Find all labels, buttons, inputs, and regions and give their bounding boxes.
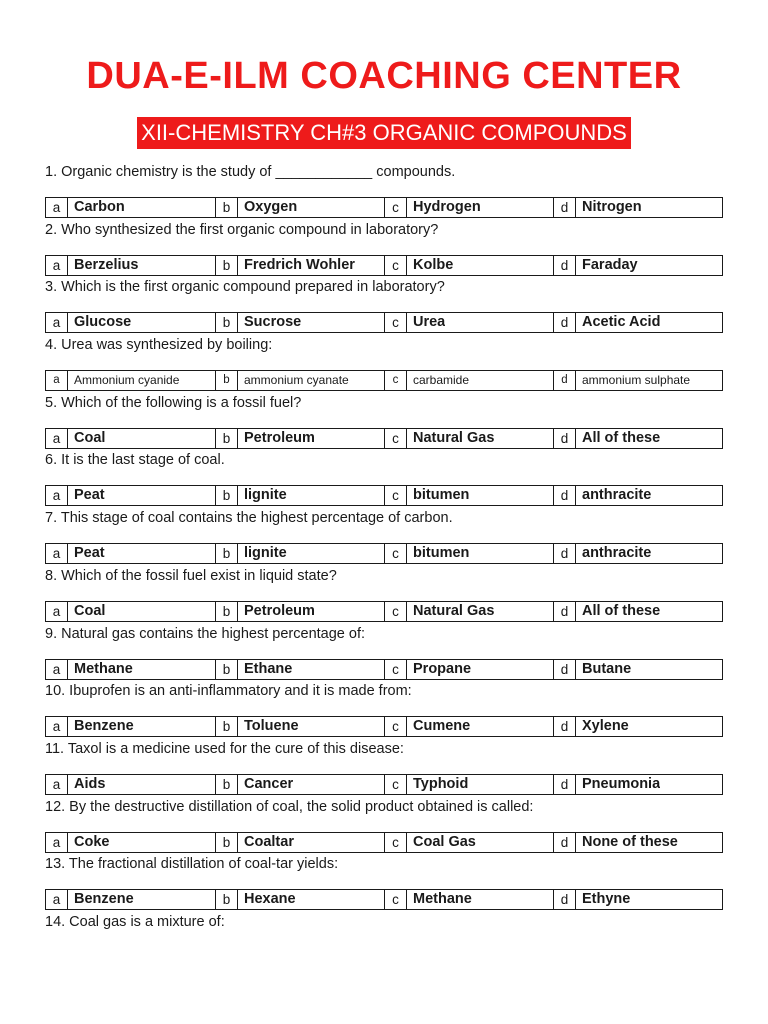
option-text: Glucose bbox=[74, 314, 132, 331]
option-text: Aids bbox=[74, 775, 106, 792]
option-letter: c bbox=[385, 371, 407, 390]
option-b[interactable] bbox=[215, 486, 384, 505]
option-text: Kolbe bbox=[413, 256, 454, 273]
option-letter: d bbox=[554, 775, 576, 794]
question-item bbox=[45, 680, 725, 738]
option-text: anthracite bbox=[582, 487, 652, 504]
options-row bbox=[45, 659, 723, 680]
option-b[interactable] bbox=[215, 313, 384, 332]
option-letter: a bbox=[46, 429, 68, 448]
option-letter: c bbox=[385, 544, 407, 563]
option-text: Nitrogen bbox=[582, 199, 642, 215]
option-d[interactable] bbox=[553, 544, 722, 563]
option-text: Cancer bbox=[244, 775, 294, 792]
option-c[interactable] bbox=[384, 890, 553, 909]
option-a[interactable] bbox=[46, 429, 215, 448]
options-row bbox=[45, 716, 723, 737]
option-a[interactable] bbox=[46, 371, 215, 390]
option-text: Ammonium cyanide bbox=[74, 373, 180, 388]
option-letter: a bbox=[46, 486, 68, 505]
option-d[interactable] bbox=[553, 256, 722, 275]
option-letter: c bbox=[385, 256, 407, 275]
options-row bbox=[45, 312, 723, 333]
options-row bbox=[45, 889, 723, 910]
option-letter: b bbox=[216, 198, 238, 217]
option-d[interactable] bbox=[553, 313, 722, 332]
question-text: 3. Which is the first organic compound prepared in laboratory? bbox=[45, 279, 445, 296]
option-a[interactable] bbox=[46, 486, 215, 505]
option-d[interactable] bbox=[553, 660, 722, 679]
option-letter: c bbox=[385, 313, 407, 332]
option-text: Ethyne bbox=[582, 891, 631, 908]
option-letter: c bbox=[385, 486, 407, 505]
option-a[interactable] bbox=[46, 602, 215, 621]
option-text: bitumen bbox=[413, 487, 470, 504]
option-text: Coke bbox=[74, 833, 110, 850]
question-text: 10. Ibuprofen is an anti-inflammatory and it is made from: bbox=[45, 683, 412, 700]
option-letter: a bbox=[46, 890, 68, 909]
option-letter: d bbox=[554, 256, 576, 275]
option-text: Coal bbox=[74, 429, 106, 446]
option-text: None of these bbox=[582, 833, 678, 850]
option-b[interactable] bbox=[215, 544, 384, 563]
option-text: All of these bbox=[582, 429, 661, 446]
option-text: All of these bbox=[582, 602, 661, 619]
option-b[interactable] bbox=[215, 775, 384, 794]
option-text: Benzene bbox=[74, 718, 134, 735]
options-row bbox=[45, 197, 723, 218]
option-text: Coal Gas bbox=[413, 833, 476, 850]
option-letter: c bbox=[385, 890, 407, 909]
options-row bbox=[45, 832, 723, 853]
option-text: Acetic Acid bbox=[582, 314, 661, 331]
option-c[interactable] bbox=[384, 660, 553, 679]
option-c[interactable] bbox=[384, 486, 553, 505]
option-letter: c bbox=[385, 429, 407, 448]
option-b[interactable] bbox=[215, 371, 384, 390]
option-letter: b bbox=[216, 717, 238, 736]
option-b[interactable] bbox=[215, 198, 384, 217]
option-letter: d bbox=[554, 544, 576, 563]
option-b[interactable] bbox=[215, 717, 384, 736]
question-list bbox=[45, 161, 725, 933]
question-item bbox=[45, 449, 725, 507]
option-text: lignite bbox=[244, 487, 287, 504]
option-letter: a bbox=[46, 833, 68, 852]
option-d[interactable] bbox=[553, 890, 722, 909]
option-c[interactable] bbox=[384, 544, 553, 563]
option-text: lignite bbox=[244, 545, 287, 562]
option-text: Oxygen bbox=[244, 199, 298, 215]
option-b[interactable] bbox=[215, 429, 384, 448]
question-item bbox=[45, 334, 725, 392]
option-text: Petroleum bbox=[244, 602, 315, 619]
option-text: Natural Gas bbox=[413, 429, 495, 446]
option-text: Methane bbox=[413, 891, 472, 908]
option-a[interactable] bbox=[46, 660, 215, 679]
question-text: 8. Which of the fossil fuel exist in liquid state? bbox=[45, 567, 337, 584]
option-letter: d bbox=[554, 890, 576, 909]
question-item bbox=[45, 161, 725, 219]
question-item bbox=[45, 392, 725, 450]
question-text: 7. This stage of coal contains the highest percentage of carbon. bbox=[45, 510, 453, 527]
option-text: Benzene bbox=[74, 891, 134, 908]
option-c[interactable] bbox=[384, 602, 553, 621]
option-text: Natural Gas bbox=[413, 602, 495, 619]
option-b[interactable] bbox=[215, 660, 384, 679]
option-text: Pneumonia bbox=[582, 775, 661, 792]
question-item bbox=[45, 738, 725, 796]
options-row bbox=[45, 601, 723, 622]
option-a[interactable] bbox=[46, 256, 215, 275]
option-c[interactable] bbox=[384, 198, 553, 217]
option-letter: c bbox=[385, 198, 407, 217]
option-text: Petroleum bbox=[244, 429, 315, 446]
option-letter: c bbox=[385, 602, 407, 621]
option-letter: a bbox=[46, 371, 68, 390]
option-text: Methane bbox=[74, 660, 133, 677]
question-text: 14. Coal gas is a mixture of: bbox=[45, 913, 225, 930]
option-c[interactable] bbox=[384, 371, 553, 390]
option-letter: b bbox=[216, 833, 238, 852]
options-row bbox=[45, 543, 723, 564]
question-text: 5. Which of the following is a fossil fuel? bbox=[45, 394, 302, 411]
question-text: 6. It is the last stage of coal. bbox=[45, 452, 225, 469]
option-text: Cumene bbox=[413, 718, 471, 735]
question-text: 4. Urea was synthesized by boiling: bbox=[45, 337, 273, 354]
option-letter: a bbox=[46, 313, 68, 332]
option-a[interactable] bbox=[46, 775, 215, 794]
options-row bbox=[45, 255, 723, 276]
options-row bbox=[45, 485, 723, 506]
option-text: Sucrose bbox=[244, 314, 302, 331]
option-letter: d bbox=[554, 602, 576, 621]
option-a[interactable] bbox=[46, 313, 215, 332]
question-item bbox=[45, 796, 725, 854]
option-letter: a bbox=[46, 717, 68, 736]
option-letter: d bbox=[554, 313, 576, 332]
option-letter: c bbox=[385, 833, 407, 852]
option-c[interactable] bbox=[384, 775, 553, 794]
option-text: anthracite bbox=[582, 545, 652, 562]
question-item bbox=[45, 507, 725, 565]
option-text: Toluene bbox=[244, 718, 299, 735]
option-letter: d bbox=[554, 717, 576, 736]
option-letter: a bbox=[46, 775, 68, 794]
option-letter: b bbox=[216, 660, 238, 679]
option-text: Typhoid bbox=[413, 775, 469, 792]
option-a[interactable] bbox=[46, 544, 215, 563]
option-c[interactable] bbox=[384, 717, 553, 736]
option-d[interactable] bbox=[553, 429, 722, 448]
option-letter: b bbox=[216, 602, 238, 621]
option-letter: b bbox=[216, 313, 238, 332]
option-text: Hydrogen bbox=[413, 199, 481, 215]
option-letter: b bbox=[216, 544, 238, 563]
option-letter: a bbox=[46, 544, 68, 563]
options-row bbox=[45, 774, 723, 795]
option-letter: d bbox=[554, 660, 576, 679]
options-row bbox=[45, 370, 723, 391]
option-c[interactable] bbox=[384, 429, 553, 448]
page-title: DUA-E-ILM COACHING CENTER bbox=[86, 55, 682, 97]
option-b[interactable] bbox=[215, 256, 384, 275]
option-b[interactable] bbox=[215, 833, 384, 852]
option-letter: b bbox=[216, 429, 238, 448]
option-letter: a bbox=[46, 198, 68, 217]
option-letter: d bbox=[554, 833, 576, 852]
option-letter: d bbox=[554, 429, 576, 448]
option-a[interactable] bbox=[46, 890, 215, 909]
option-d[interactable] bbox=[553, 198, 722, 217]
option-text: Urea bbox=[413, 314, 446, 331]
option-letter: a bbox=[46, 660, 68, 679]
option-text: carbamide bbox=[413, 373, 470, 388]
option-letter: b bbox=[216, 775, 238, 794]
option-text: ammonium sulphate bbox=[582, 373, 691, 388]
option-d[interactable] bbox=[553, 486, 722, 505]
question-item bbox=[45, 853, 725, 911]
option-text: bitumen bbox=[413, 545, 470, 562]
option-letter: d bbox=[554, 371, 576, 390]
option-c[interactable] bbox=[384, 313, 553, 332]
option-text: Fredrich Wohler bbox=[244, 256, 355, 273]
question-text: 11. Taxol is a medicine used for the cure of this disease: bbox=[45, 740, 404, 757]
option-letter: b bbox=[216, 256, 238, 275]
question-item bbox=[45, 623, 725, 681]
option-text: Ethane bbox=[244, 660, 293, 677]
option-letter: b bbox=[216, 890, 238, 909]
option-a[interactable] bbox=[46, 198, 215, 217]
subtitle-banner bbox=[0, 117, 768, 149]
option-letter: a bbox=[46, 256, 68, 275]
question-text: 1. Organic chemistry is the study of ____________ compounds. bbox=[45, 164, 456, 180]
option-a[interactable] bbox=[46, 833, 215, 852]
option-c[interactable] bbox=[384, 256, 553, 275]
chapter-subtitle: XII-CHEMISTRY CH#3 ORGANIC COMPOUNDS bbox=[137, 117, 631, 149]
option-text: Carbon bbox=[74, 199, 125, 215]
option-letter: c bbox=[385, 660, 407, 679]
option-letter: c bbox=[385, 717, 407, 736]
option-text: Butane bbox=[582, 660, 632, 677]
option-letter: c bbox=[385, 775, 407, 794]
option-d[interactable] bbox=[553, 602, 722, 621]
option-c[interactable] bbox=[384, 833, 553, 852]
option-letter: a bbox=[46, 602, 68, 621]
option-b[interactable] bbox=[215, 602, 384, 621]
question-text: 13. The fractional distillation of coal-tar yields: bbox=[45, 856, 339, 873]
option-text: Peat bbox=[74, 487, 105, 504]
question-text: 9. Natural gas contains the highest percentage of: bbox=[45, 625, 366, 642]
option-text: Berzelius bbox=[74, 256, 139, 273]
option-letter: b bbox=[216, 371, 238, 390]
option-text: Coal bbox=[74, 602, 106, 619]
option-d[interactable] bbox=[553, 833, 722, 852]
option-d[interactable] bbox=[553, 371, 722, 390]
question-item bbox=[45, 219, 725, 277]
options-row bbox=[45, 428, 723, 449]
question-text: 12. By the destructive distillation of coal, the solid product obtained is called: bbox=[45, 798, 534, 815]
option-d[interactable] bbox=[553, 775, 722, 794]
question-item bbox=[45, 276, 725, 334]
option-a[interactable] bbox=[46, 717, 215, 736]
question-text: 2. Who synthesized the first organic compound in laboratory? bbox=[45, 221, 439, 238]
option-text: Xylene bbox=[582, 718, 629, 735]
option-letter: d bbox=[554, 486, 576, 505]
option-b[interactable] bbox=[215, 890, 384, 909]
option-letter: b bbox=[216, 486, 238, 505]
question-item bbox=[45, 565, 725, 623]
option-text: Propane bbox=[413, 660, 472, 677]
option-text: ammonium cyanate bbox=[244, 373, 349, 388]
option-text: Faraday bbox=[582, 256, 638, 273]
option-letter: d bbox=[554, 198, 576, 217]
option-text: Hexane bbox=[244, 891, 296, 908]
option-text: Peat bbox=[74, 545, 105, 562]
option-text: Coaltar bbox=[244, 833, 294, 850]
option-d[interactable] bbox=[553, 717, 722, 736]
